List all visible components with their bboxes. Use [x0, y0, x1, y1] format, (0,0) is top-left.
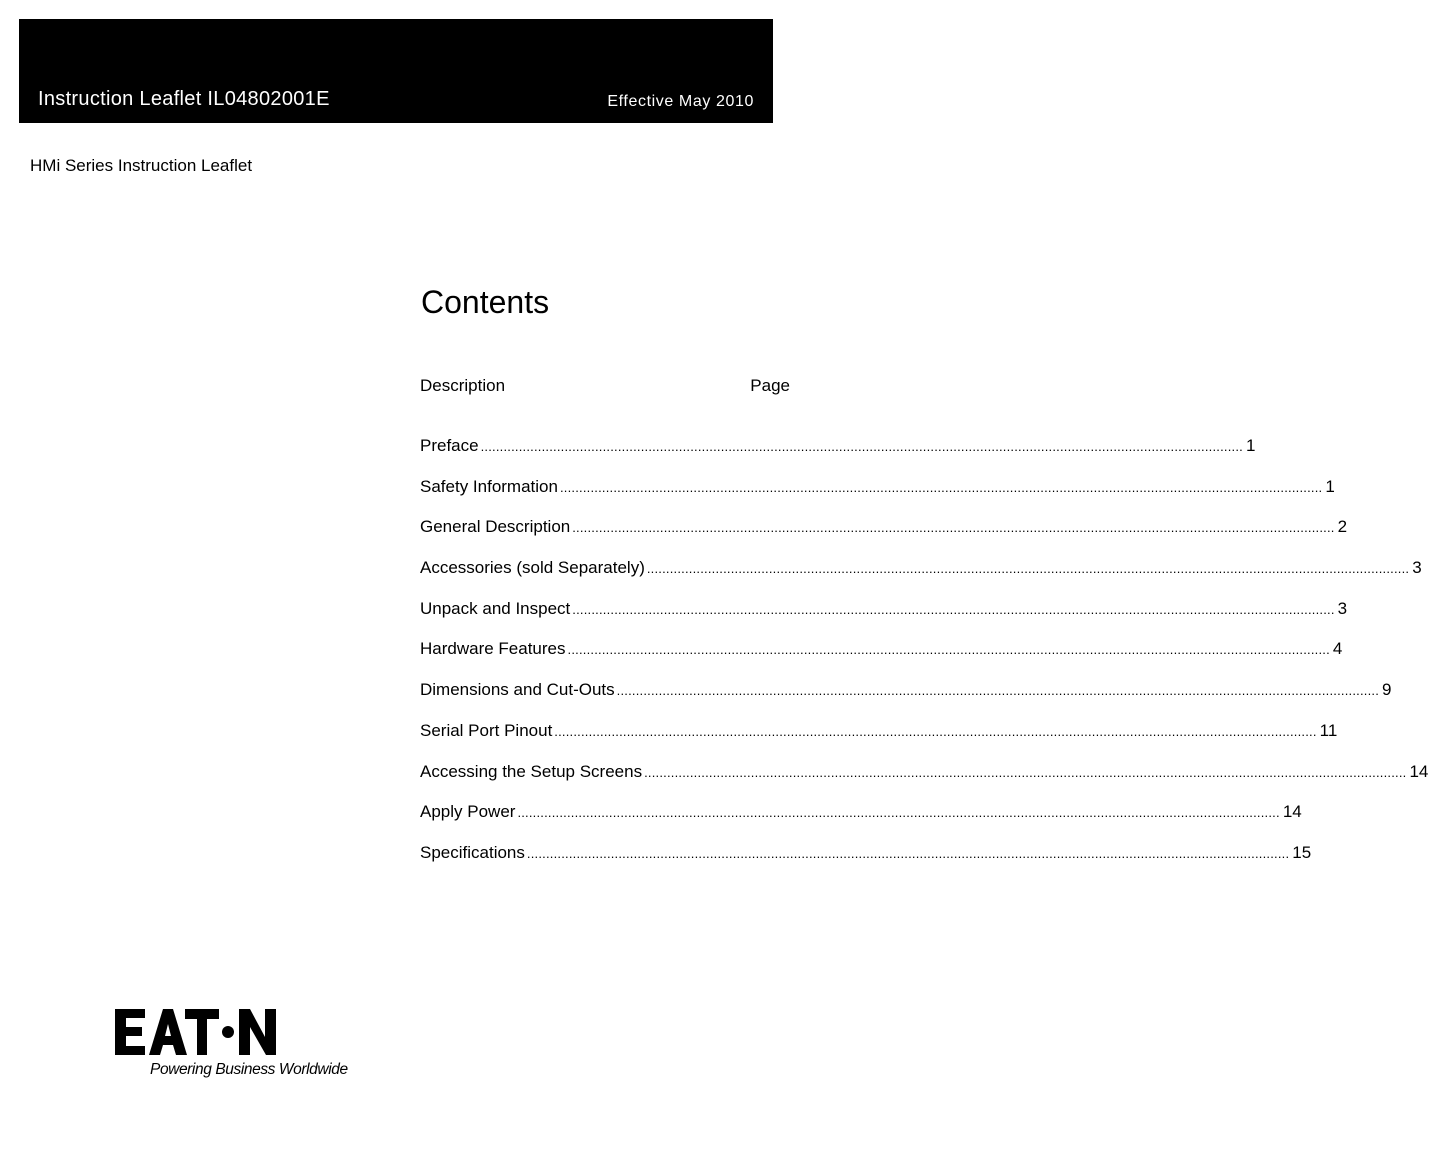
toc-entry-page: 9 — [1382, 680, 1392, 700]
toc-entry-page: 2 — [1337, 517, 1348, 537]
toc-entry-page: 15 — [1292, 842, 1312, 862]
toc-entry-label: Accessories (sold Separately) — [420, 558, 645, 578]
toc-leader-dots: ........................................................................................................................................................................................................ — [616, 683, 1380, 699]
toc-entry-page: 1 — [1325, 476, 1335, 496]
toc-entry-label: Hardware Features — [420, 639, 566, 659]
toc-leader-dots: ........................................................................................................................................................................................................ — [480, 439, 1243, 454]
eaton-logo — [115, 1007, 348, 1087]
toc-entry[interactable] — [420, 558, 1422, 599]
toc-leader-dots: ........................................................................................................................................................................................................ — [526, 845, 1290, 861]
toc-leader-dots: ........................................................................................................................................................................................................ — [554, 723, 1317, 739]
toc-leader-dots: ........................................................................................................................................................................................................ — [559, 479, 1323, 495]
toc-leader-dots: ........................................................................................................................................................................................................ — [517, 805, 1280, 821]
document-subtitle: HMi Series Instruction Leaflet — [30, 156, 253, 175]
toc-entry-label: Dimensions and Cut-Outs — [420, 680, 615, 700]
toc-entry-label: Apply Power — [420, 802, 516, 822]
toc-entry-page: 3 — [1412, 558, 1422, 578]
toc-entry-page: 14 — [1282, 802, 1302, 822]
toc-entry-page: 14 — [1409, 761, 1429, 781]
toc-entry[interactable] — [420, 517, 1348, 558]
toc-leader-dots: ........................................................................................................................................................................................................ — [572, 520, 1335, 536]
effective-date: Effective May 2010 — [607, 93, 754, 110]
header-bar — [19, 19, 773, 123]
toc-list — [420, 436, 1429, 884]
toc-entry[interactable] — [420, 639, 1343, 680]
toc-entry-label: Unpack and Inspect — [420, 598, 571, 618]
logo-tagline: Powering Business Worldwide — [150, 1061, 348, 1078]
toc-entry-page: 3 — [1337, 598, 1348, 618]
toc-entry-label: Safety Information — [420, 476, 558, 496]
toc-entry[interactable] — [420, 436, 1256, 477]
toc-entry[interactable] — [420, 598, 1348, 640]
toc-entry-label: General Description — [420, 517, 571, 537]
toc-description-heading: Description — [420, 376, 506, 395]
toc-header — [420, 376, 790, 396]
toc-entry-label: Preface — [420, 436, 479, 455]
toc-entry[interactable] — [420, 842, 1312, 884]
toc-entry[interactable] — [420, 680, 1392, 721]
toc-entry-page: 11 — [1319, 720, 1338, 740]
toc-entry[interactable] — [420, 802, 1302, 843]
toc-entry[interactable] — [420, 476, 1335, 518]
toc-entry[interactable] — [420, 761, 1429, 803]
toc-entry-label: Specifications — [420, 842, 525, 862]
toc-leader-dots: ........................................................................................................................................................................................................ — [644, 764, 1407, 780]
toc-leader-dots: ........................................................................................................................................................................................................ — [646, 561, 1410, 577]
toc-entry-label: Serial Port Pinout — [420, 720, 553, 740]
toc-entry-page: 4 — [1332, 639, 1343, 659]
leaflet-number: Instruction Leaflet IL04802001E — [38, 88, 330, 110]
toc-leader-dots: ........................................................................................................................................................................................................ — [572, 601, 1335, 617]
toc-page-heading: Page — [750, 376, 790, 395]
toc-leader-dots: ........................................................................................................................................................................................................ — [567, 642, 1330, 658]
toc-entry-page: 1 — [1245, 436, 1256, 455]
toc-entry[interactable] — [420, 720, 1338, 762]
eaton-wordmark — [115, 1007, 277, 1057]
toc-entry-label: Accessing the Setup Screens — [420, 761, 643, 781]
contents-title: Contents — [421, 284, 550, 320]
